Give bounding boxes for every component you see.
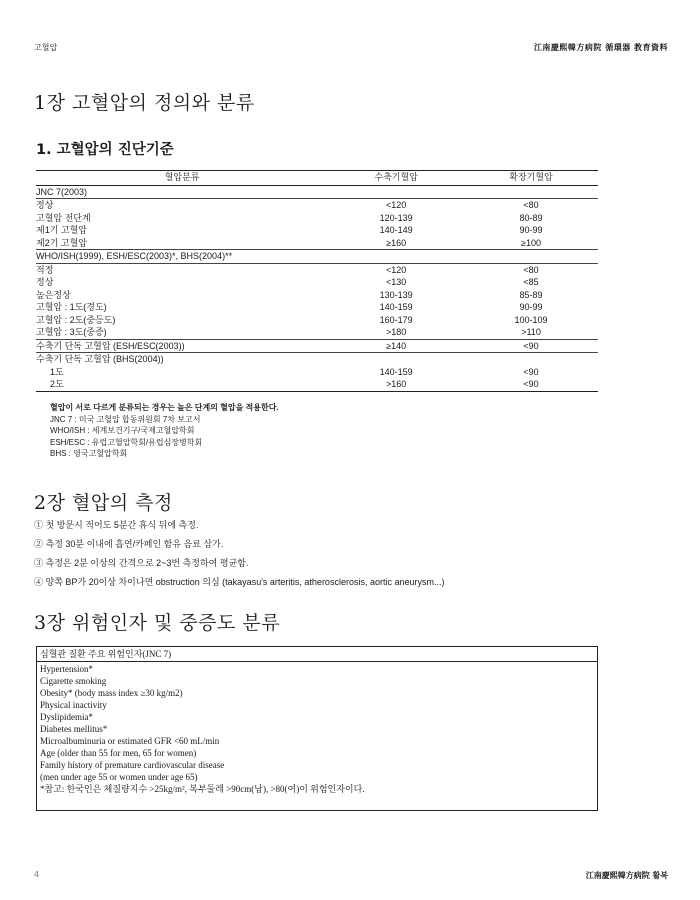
note-item: ESH/ESC : 유럽고혈압학회/유럽심장병학회 [50, 437, 203, 447]
running-footer [34, 870, 668, 881]
table-row-isolated-esh: 수축기 단독 고혈압 (ESH/ESC(2003)) ≥140 <90 [36, 339, 598, 353]
table-row: 고혈압 : 2도(중등도) 160-179 100-109 [36, 314, 548, 325]
table-notes [50, 402, 279, 460]
risk-factor-list [37, 662, 597, 796]
table-row: 정상 <130 <85 [36, 277, 539, 287]
table-row: 1도 140-159 <90 [50, 366, 539, 377]
table-row: 고혈압 : 1도(경도) 140-159 90-99 [36, 302, 543, 312]
list-item: (men under age 55 or women under age 65) [40, 772, 198, 782]
col-header-class: 혈압분류 [36, 171, 328, 186]
chapter-2-title: 2장 혈압의 측정 [34, 492, 173, 514]
bp-classification-table [36, 170, 598, 392]
chapter-3-title: 3장 위험인자 및 중증도 분류 [34, 612, 281, 634]
list-item: Obesity* (body mass index ≥30 kg/m2) [40, 688, 183, 698]
list-item: ③ 측정은 2분 이상의 간격으로 2~3번 측정하여 평균함. [34, 558, 249, 568]
list-item: Physical inactivity [40, 700, 107, 710]
note-item: 혈압이 서로 다르게 분류되는 경우는 높은 단계의 혈압을 적용한다. [50, 403, 279, 412]
list-item: ① 첫 방문시 적어도 5분간 휴식 뒤에 측정. [34, 520, 199, 530]
list-item: Diabetes mellitus* [40, 724, 108, 734]
list-item: Dyslipidemia* [40, 712, 93, 722]
note-item: BHS : 영국고혈압학회 [50, 449, 128, 458]
list-item: *참고: 한국인은 체질량지수 >25kg/m², 복부둘레 >90cm(남), >80(여)이 위험인자이다. [40, 784, 365, 794]
list-item: Microalbuminuria or estimated GFR <60 mL/min [40, 736, 220, 746]
header-right: 江南慶熙韓方病院 循環器 教育資料 [533, 43, 668, 52]
note-item: JNC 7 : 미국 고혈압 합동위원회 7차 보고서 [50, 414, 201, 424]
col-header-systolic: 수축기혈압 [328, 171, 464, 186]
list-item: ④ 양쪽 BP가 20이상 차이나면 obstruction 의심 (takayasu's arteritis, atherosclerosis, aortic aneurysm...) [34, 577, 445, 587]
risk-box-title: 심혈관 질환 주요 위험인자(JNC 7) [37, 647, 597, 662]
list-item: Family history of premature cardiovascular disease [40, 760, 225, 770]
group-label-who: WHO/ISH(1999), ESH/ESC(2003)*, BHS(2004)** [36, 250, 598, 264]
group-label-bhs: 수축기 단독 고혈압 (BHS(2004)) [36, 354, 164, 364]
group-label-jnc: JNC 7(2003) [36, 185, 598, 199]
table-row: 정상 <120 <80 [36, 200, 539, 210]
table-row: 고혈압 전단계 120-139 80-89 [36, 212, 543, 223]
header-left: 고혈압 [34, 43, 58, 52]
table-row: 적정 <120 <80 [36, 264, 539, 275]
running-header [34, 42, 668, 53]
table-row: 제2기 고혈압 ≥160 ≥100 [36, 237, 598, 250]
note-item: WHO/ISH : 세계보건기구/국제고혈압학회 [50, 426, 195, 435]
table-row: 높은정상 130-139 85-89 [36, 289, 543, 300]
list-item: Age (older than 55 for men, 65 for women) [40, 748, 197, 758]
section-1-title: 1. 고혈압의 진단기준 [36, 142, 174, 158]
list-item: Hypertension* [40, 664, 93, 674]
risk-factor-box [36, 646, 598, 811]
col-header-diastolic: 확장기혈압 [464, 171, 598, 186]
table-row: 2도 >160 <90 [36, 378, 598, 391]
measurement-list [34, 516, 444, 592]
page-number: 4 [34, 870, 40, 879]
chapter-1-title: 1장 고혈압의 정의와 분류 [34, 92, 255, 114]
footer-right: 江南慶熙韓方病院 활복 [585, 871, 668, 880]
list-item: Cigarette smoking [40, 676, 107, 686]
table-row: 고혈압 : 3도(중증) >180 >110 [36, 326, 598, 339]
table-row: 제1기 고혈압 140-149 90-99 [36, 225, 543, 235]
list-item: ② 측정 30분 이내에 흡연/카페인 함유 음료 삼가. [34, 539, 224, 549]
